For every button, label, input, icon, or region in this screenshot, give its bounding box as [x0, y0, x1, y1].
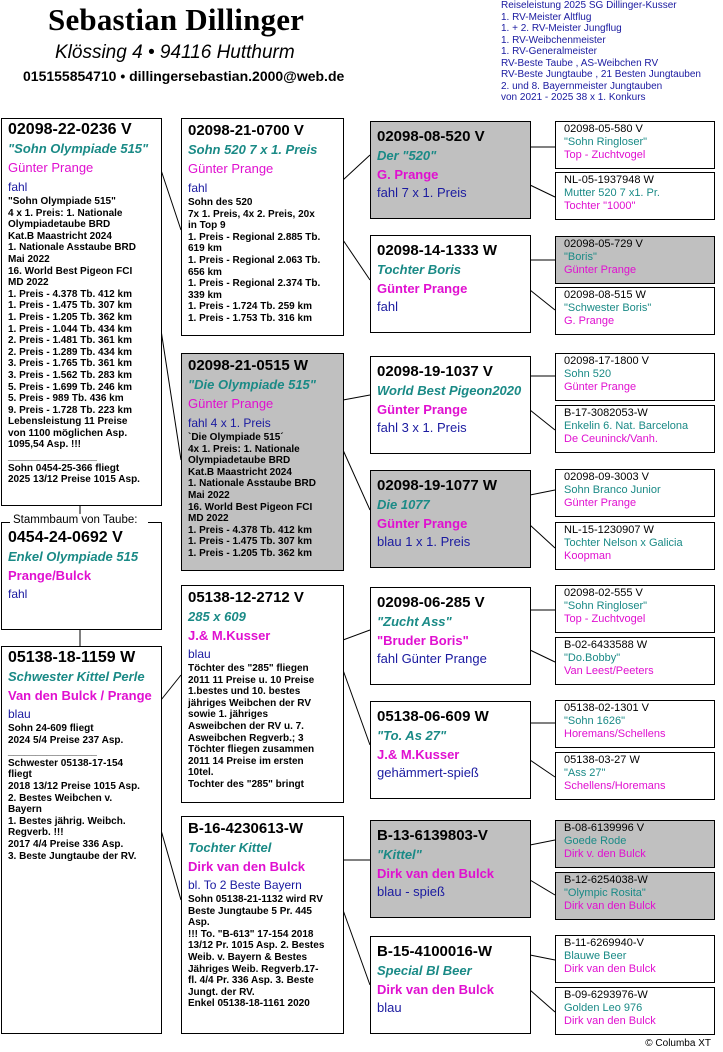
- pigeon-name: "Die Olympiade 515": [188, 377, 316, 392]
- achievement-line: von 2021 - 2025 38 x 1. Konkurs: [501, 92, 646, 104]
- info-line: Töchter des "285" fliegen: [188, 663, 309, 674]
- pigeon-name: "Sohn Olympiade 515": [8, 141, 149, 156]
- info-line: Jähriges Weib. Regverb.17-: [188, 963, 319, 975]
- ring-number: 02098-06-285 V: [377, 594, 485, 611]
- ring-number: B-08-6139996 V: [564, 822, 645, 834]
- achievement-line: 1. RV-Meister Altflug: [501, 11, 592, 23]
- ring-number: 02098-17-1800 V: [564, 355, 650, 367]
- pigeon-name: Tochter Boris: [377, 262, 462, 277]
- breeder-label: Van den Bulck / Prange: [8, 688, 152, 703]
- ring-number: B-11-6269940-V: [564, 937, 644, 949]
- great-grandparent-card[interactable]: [370, 587, 531, 685]
- info-line: 1. Preis - Regional 2.885 Tb.: [188, 231, 321, 243]
- info-line: 1. Preis - Regional 2.063 Tb.: [188, 254, 321, 266]
- info-line: Kat.B Maastricht 2024: [8, 230, 112, 242]
- breeder-label: Schellens/Horemans: [564, 780, 666, 792]
- breeder-name: Sebastian Dillinger: [48, 2, 305, 37]
- breeder-label: Dirk v. den Bulck: [564, 848, 646, 860]
- performance-info: [188, 432, 338, 560]
- info-line: 1.bestes und 10. bestes: [188, 686, 301, 698]
- info-line: Bayern: [8, 804, 42, 816]
- info-line: 2024 5/4 Preise 237 Asp.: [8, 734, 124, 746]
- ancestor-card[interactable]: [555, 405, 715, 453]
- breeder-label: Tochter "1000": [564, 200, 636, 212]
- ring-number: 02098-14-1333 W: [377, 242, 498, 259]
- info-line: 1. Preis - 1.475 Tb. 307 km: [8, 300, 132, 312]
- breeder-label: Dirk van den Bulck: [377, 982, 495, 997]
- info-line: Lebensleistung 11 Preise: [8, 416, 128, 428]
- ring-number: B-17-3082053-W: [564, 407, 648, 419]
- great-grandparent-card[interactable]: [370, 470, 531, 568]
- info-line: 7x 1. Preis, 4x 2. Preis, 20x: [188, 208, 315, 220]
- pigeon-name: World Best Pigeon2020: [377, 383, 522, 398]
- info-line: Tochter des "285" bringt: [188, 778, 304, 790]
- info-line: 3. Preis - 1.562 Tb. 283 km: [8, 369, 132, 381]
- ring-number: 05138-02-1301 V: [564, 702, 650, 714]
- info-line: 1. Preis - 1.724 Tb. 259 km: [188, 301, 312, 313]
- color-label: blau - spieß: [377, 884, 445, 899]
- breeder-label: Günter Prange: [377, 402, 468, 417]
- pigeon-name: "Sohn 1626": [564, 715, 626, 727]
- info-line: Sohn 05138-21-1132 wird RV: [188, 894, 323, 905]
- ring-number: 02098-19-1037 V: [377, 363, 493, 380]
- color-label: fahl: [8, 180, 28, 194]
- pigeon-name: "Do.Bobby": [564, 652, 621, 664]
- grandparent-card[interactable]: [181, 585, 344, 803]
- ring-number: NL-15-1230907 W: [564, 524, 654, 536]
- info-line: Olympiadetaube BRD: [8, 219, 111, 231]
- sire-card[interactable]: [1, 118, 162, 506]
- info-line: 1. Nationale Asstaube BRD: [8, 242, 136, 254]
- info-line: sowie 1. jähriges: [188, 709, 269, 721]
- info-line: Schwester 05138-17-154: [8, 757, 124, 769]
- info-line: Jungt. der RV.: [188, 986, 255, 998]
- info-line: `Die Olympiade 515´: [188, 432, 284, 443]
- info-line: 1. Preis - 4.378 Tb. 412 km: [188, 524, 312, 536]
- info-line: 1095,54 Asp. !!!: [8, 439, 81, 451]
- performance-info: [8, 723, 156, 862]
- info-line: Kat.B Maastricht 2024: [188, 466, 292, 478]
- info-line: 1. Preis - 4.378 Tb. 412 km: [8, 288, 132, 300]
- info-line: 2018 13/12 Preise 1015 Asp.: [8, 780, 140, 792]
- ring-number: 05138-12-2712 V: [188, 589, 304, 606]
- info-line: 1. Preis - 1.205 Tb. 362 km: [8, 311, 132, 323]
- pigeon-name: "Ass 27": [564, 767, 606, 779]
- breeder-label: Dirk van den Bulck: [188, 859, 306, 874]
- grandparent-card[interactable]: [181, 353, 344, 571]
- ring-number: 02098-05-580 V: [564, 123, 643, 135]
- info-line: !!! To. "B-613" 17-154 2018: [188, 928, 314, 940]
- ancestor-card[interactable]: [555, 820, 715, 868]
- breeder-label: Horemans/Schellens: [564, 728, 666, 740]
- achievement-line: 1. RV-Weibchenmeister: [501, 34, 606, 46]
- color-label: bl. To 2 Beste Bayern: [188, 878, 302, 892]
- pigeon-name: "Sohn Ringloser": [564, 600, 648, 612]
- ring-number: B-12-6254038-W: [564, 874, 648, 886]
- color-label: fahl 7 x 1. Preis: [377, 185, 467, 200]
- performance-info: [188, 663, 338, 791]
- info-line: Enkel 05138-18-1161 2020: [188, 998, 310, 1010]
- info-line: 2011 11 Preise u. 10 Preise: [188, 674, 315, 686]
- ancestor-card[interactable]: [555, 935, 715, 983]
- software-credit: © Columba XT: [645, 1038, 711, 1049]
- ring-number: B-13-6139803-V: [377, 827, 488, 844]
- ring-number: 05138-18-1159 W: [8, 649, 136, 666]
- performance-info: [8, 196, 156, 486]
- info-line: von 1100 möglichen Asp.: [8, 427, 128, 439]
- pigeon-name: Golden Leo 976: [564, 1002, 643, 1014]
- breeder-label: Dirk van den Bulck: [564, 1015, 656, 1027]
- color-label: blau: [377, 1000, 402, 1015]
- pigeon-name: Schwester Kittel Perle: [8, 669, 145, 684]
- color-label: gehämmert-spieß: [377, 765, 479, 780]
- achievement-line: 2. und 8. Bayernmeister Jungtauben: [501, 80, 663, 92]
- breeder-label: Top - Zuchtvogel: [564, 613, 646, 625]
- breeder-label: De Ceuninck/Vanh.: [564, 433, 658, 445]
- achievement-line: RV-Beste Taube , AS-Weibchen RV: [501, 57, 659, 69]
- pigeon-name: Mutter 520 7 x1. Pr.: [564, 187, 660, 199]
- grandparent-card[interactable]: [181, 118, 344, 336]
- pigeon-name: "Schwester Boris": [564, 302, 652, 314]
- pigeon-name: Sohn 520 7 x 1. Preis: [188, 142, 318, 157]
- pigeon-name: "Olympic Rosita": [564, 887, 646, 899]
- info-line: 1. Preis - Regional 2.374 Tb.: [188, 278, 321, 290]
- pigeon-name: Enkel Olympiade 515: [8, 549, 139, 564]
- ancestor-card[interactable]: [555, 287, 715, 335]
- breeder-label: Van Leest/Peeters: [564, 665, 654, 677]
- info-line: 619 km: [188, 243, 222, 255]
- pigeon-name: Sohn Branco Junior: [564, 484, 661, 496]
- info-line: ________________: [8, 746, 97, 758]
- info-line: Mai 2022: [8, 253, 50, 265]
- info-line: Asweibchen Regverb.; 3: [188, 732, 304, 744]
- breeder-label: Dirk van den Bulck: [377, 866, 495, 881]
- ring-number: 02098-05-729 V: [564, 238, 643, 250]
- breeder-label: "Bruder Boris": [377, 633, 469, 648]
- color-label: fahl: [377, 299, 398, 314]
- ring-number: 02098-08-515 W: [564, 289, 646, 301]
- performance-info: [188, 197, 338, 325]
- breeder-label: Koopman: [564, 550, 612, 562]
- info-line: Asweibchen der RV u. 7.: [188, 720, 304, 732]
- achievement-line: Reiseleistung 2025 SG Dillinger-Kusser: [501, 0, 677, 11]
- ancestor-card[interactable]: [555, 236, 715, 284]
- info-line: 16. World Best Pigeon FCI: [8, 265, 133, 277]
- pigeon-name: Sohn 520: [564, 368, 612, 380]
- info-line: 1. Bestes jährig. Weibch.: [8, 815, 126, 827]
- great-grandparent-card[interactable]: [370, 820, 531, 918]
- breeder-label: J.& M.Kusser: [188, 628, 271, 643]
- great-grandparent-card[interactable]: [370, 356, 531, 454]
- pedigree-label: Stammbaum von Taube:: [10, 514, 148, 526]
- pigeon-name: "Kittel": [377, 847, 422, 862]
- color-label: fahl: [188, 181, 208, 195]
- breeder-label: G. Prange: [377, 167, 439, 182]
- great-grandparent-card[interactable]: [370, 701, 531, 799]
- info-line: jähriges Weibchen der RV: [188, 697, 312, 709]
- info-line: fliegt: [8, 769, 32, 781]
- breeder-contact: 015155854710 • dillingersebastian.2000@web.de: [23, 68, 345, 84]
- info-line: 2025 13/12 Preise 1015 Asp.: [8, 474, 140, 486]
- ring-number: 02098-22-0236 V: [8, 121, 132, 138]
- info-line: 2011 14 Preise im ersten: [188, 755, 304, 767]
- info-line: Sohn des 520: [188, 197, 253, 208]
- color-label: fahl: [8, 587, 28, 601]
- pigeon-name: Enkelin 6. Nat. Barcelona: [564, 420, 689, 432]
- info-line: Regverb. !!!: [8, 827, 64, 839]
- breeder-label: Günter Prange: [564, 264, 637, 276]
- info-line: Sohn 0454-25-366 fliegt: [8, 462, 120, 474]
- achievement-line: RV-Beste Jungtaube , 21 Besten Jungtauben: [501, 69, 701, 81]
- ancestor-card[interactable]: [555, 700, 715, 748]
- ring-number: B-09-6293976-W: [564, 989, 648, 1001]
- ring-number: 02098-19-1077 W: [377, 477, 498, 494]
- info-line: 2. Bestes Weibchen v.: [8, 792, 113, 804]
- great-grandparent-card[interactable]: [370, 936, 531, 1034]
- info-line: 16. World Best Pigeon FCI: [188, 501, 313, 513]
- info-line: 339 km: [188, 289, 222, 301]
- info-line: 10tel.: [188, 767, 214, 779]
- subject-card[interactable]: [1, 522, 162, 630]
- info-line: 5. Preis - 1.699 Tb. 246 km: [8, 381, 132, 393]
- breeder-address: Klössing 4 • 94116 Hutthurm: [55, 42, 295, 63]
- ring-number: 02098-21-0700 V: [188, 122, 304, 139]
- ring-number: 02098-09-3003 V: [564, 471, 650, 483]
- color-label: blau: [188, 647, 211, 661]
- color-label: blau 1 x 1. Preis: [377, 534, 471, 549]
- breeder-label: Günter Prange: [8, 160, 94, 175]
- ring-number: B-15-4100016-W: [377, 943, 493, 960]
- ring-number: 05138-06-609 W: [377, 708, 489, 725]
- color-label: fahl Günter Prange: [377, 651, 487, 666]
- ancestor-card[interactable]: [555, 121, 715, 169]
- performance-info: [188, 894, 338, 1010]
- pigeon-name: 285 x 609: [188, 609, 246, 624]
- breeder-label: Top - Zuchtvogel: [564, 149, 646, 161]
- info-line: 1. Preis - 1.753 Tb. 316 km: [188, 312, 312, 324]
- pigeon-name: Die 1077: [377, 497, 430, 512]
- info-line: Töchter fliegen zusammen: [188, 744, 315, 756]
- pigeon-name: "Zucht Ass": [377, 614, 452, 629]
- info-line: fl. 4/4 Pr. 336 Asp. 3. Beste: [188, 975, 314, 987]
- breeder-label: Günter Prange: [188, 396, 274, 411]
- ring-number: NL-05-1937948 W: [564, 174, 654, 186]
- info-line: 9. Preis - 1.728 Tb. 223 km: [8, 404, 132, 416]
- info-line: Mai 2022: [188, 489, 230, 501]
- great-grandparent-card[interactable]: [370, 235, 531, 333]
- pigeon-name: Goede Rode: [564, 835, 627, 847]
- info-line: 4 x 1. Preis: 1. Nationale: [8, 207, 123, 219]
- pigeon-name: Tochter Nelson x Galicia: [564, 537, 683, 549]
- ancestor-card[interactable]: [555, 172, 715, 220]
- pigeon-name: Tochter Kittel: [188, 840, 272, 855]
- info-line: Asp.: [188, 917, 210, 929]
- ancestor-card[interactable]: [555, 469, 715, 517]
- info-line: 1. Nationale Asstaube BRD: [188, 478, 316, 490]
- info-line: 2017 4/4 Preise 336 Asp.: [8, 838, 124, 850]
- ancestor-card[interactable]: [555, 585, 715, 633]
- breeder-label: Prange/Bulck: [8, 568, 92, 583]
- breeder-label: G. Prange: [564, 315, 615, 327]
- ancestor-card[interactable]: [555, 522, 715, 570]
- info-line: 1. Preis - 1.475 Tb. 307 km: [188, 536, 312, 548]
- info-line: Beste Jungtaube 5 Pr. 445: [188, 905, 312, 917]
- pigeon-name: "Sohn Ringloser": [564, 136, 648, 148]
- ring-number: 02098-08-520 V: [377, 128, 485, 145]
- dam-card[interactable]: [1, 646, 162, 1034]
- pigeon-name: Blauwe Beer: [564, 950, 627, 962]
- ring-number: 05138-03-27 W: [564, 754, 640, 766]
- ring-number: 02098-02-555 V: [564, 587, 643, 599]
- breeder-label: Dirk van den Bulck: [564, 900, 656, 912]
- info-line: "Sohn Olympiade 515": [8, 196, 116, 207]
- breeder-label: J.& M.Kusser: [377, 747, 460, 762]
- ring-number: 0454-24-0692 V: [8, 529, 123, 546]
- color-label: fahl 3 x 1. Preis: [377, 420, 467, 435]
- info-line: Weib. v. Bayern & Bestes: [188, 951, 308, 963]
- achievement-line: 1. + 2. RV-Meister Jungflug: [501, 23, 622, 35]
- info-line: 1. Preis - 1.205 Tb. 362 km: [188, 547, 312, 559]
- ancestor-card[interactable]: [555, 752, 715, 800]
- ring-number: B-02-6433588 W: [564, 639, 648, 651]
- info-line: 2. Preis - 1.289 Tb. 434 km: [8, 346, 132, 358]
- info-line: MD 2022: [188, 513, 229, 525]
- color-label: fahl 4 x 1. Preis: [188, 416, 271, 430]
- info-line: 5. Preis - 989 Tb. 436 km: [8, 393, 124, 405]
- info-line: 656 km: [188, 266, 222, 278]
- info-line: 1. Preis - 1.044 Tb. 434 km: [8, 323, 132, 335]
- ancestor-card[interactable]: [555, 872, 715, 920]
- ancestor-card[interactable]: [555, 987, 715, 1035]
- pigeon-name: "To. As 27": [377, 728, 447, 743]
- breeder-label: Günter Prange: [188, 161, 274, 176]
- pigeon-name: Der "520": [377, 148, 437, 163]
- breeder-label: Dirk van den Bulck: [564, 963, 656, 975]
- info-line: 13/12 Pr. 1015 Asp. 2. Bestes: [188, 940, 325, 952]
- ancestor-card[interactable]: [555, 637, 715, 685]
- breeder-label: Günter Prange: [377, 281, 468, 296]
- info-line: 3. Beste Jungtaube der RV.: [8, 850, 137, 862]
- breeder-label: Günter Prange: [564, 381, 637, 393]
- ring-number: B-16-4230613-W: [188, 820, 304, 837]
- color-label: blau: [8, 707, 31, 721]
- achievement-line: 1. RV-Generalmeister: [501, 46, 597, 58]
- info-line: 2. Preis - 1.481 Tb. 361 km: [8, 335, 132, 347]
- info-line: MD 2022: [8, 277, 49, 289]
- info-line: Olympiadetaube BRD: [188, 455, 291, 467]
- great-grandparent-card[interactable]: [370, 121, 531, 219]
- grandparent-card[interactable]: [181, 816, 344, 1034]
- info-line: in Top 9: [188, 220, 226, 232]
- pigeon-name: "Boris": [564, 251, 597, 263]
- info-line: 3. Preis - 1.765 Tb. 361 km: [8, 358, 132, 370]
- info-line: ________________: [8, 451, 97, 463]
- ancestor-card[interactable]: [555, 353, 715, 401]
- info-line: Sohn 24-609 fliegt: [8, 723, 94, 734]
- breeder-label: Günter Prange: [377, 516, 468, 531]
- info-line: 4x 1. Preis: 1. Nationale: [188, 443, 300, 455]
- breeder-label: Günter Prange: [564, 497, 637, 509]
- pigeon-name: Special Bl Beer: [377, 963, 472, 978]
- ring-number: 02098-21-0515 W: [188, 357, 309, 374]
